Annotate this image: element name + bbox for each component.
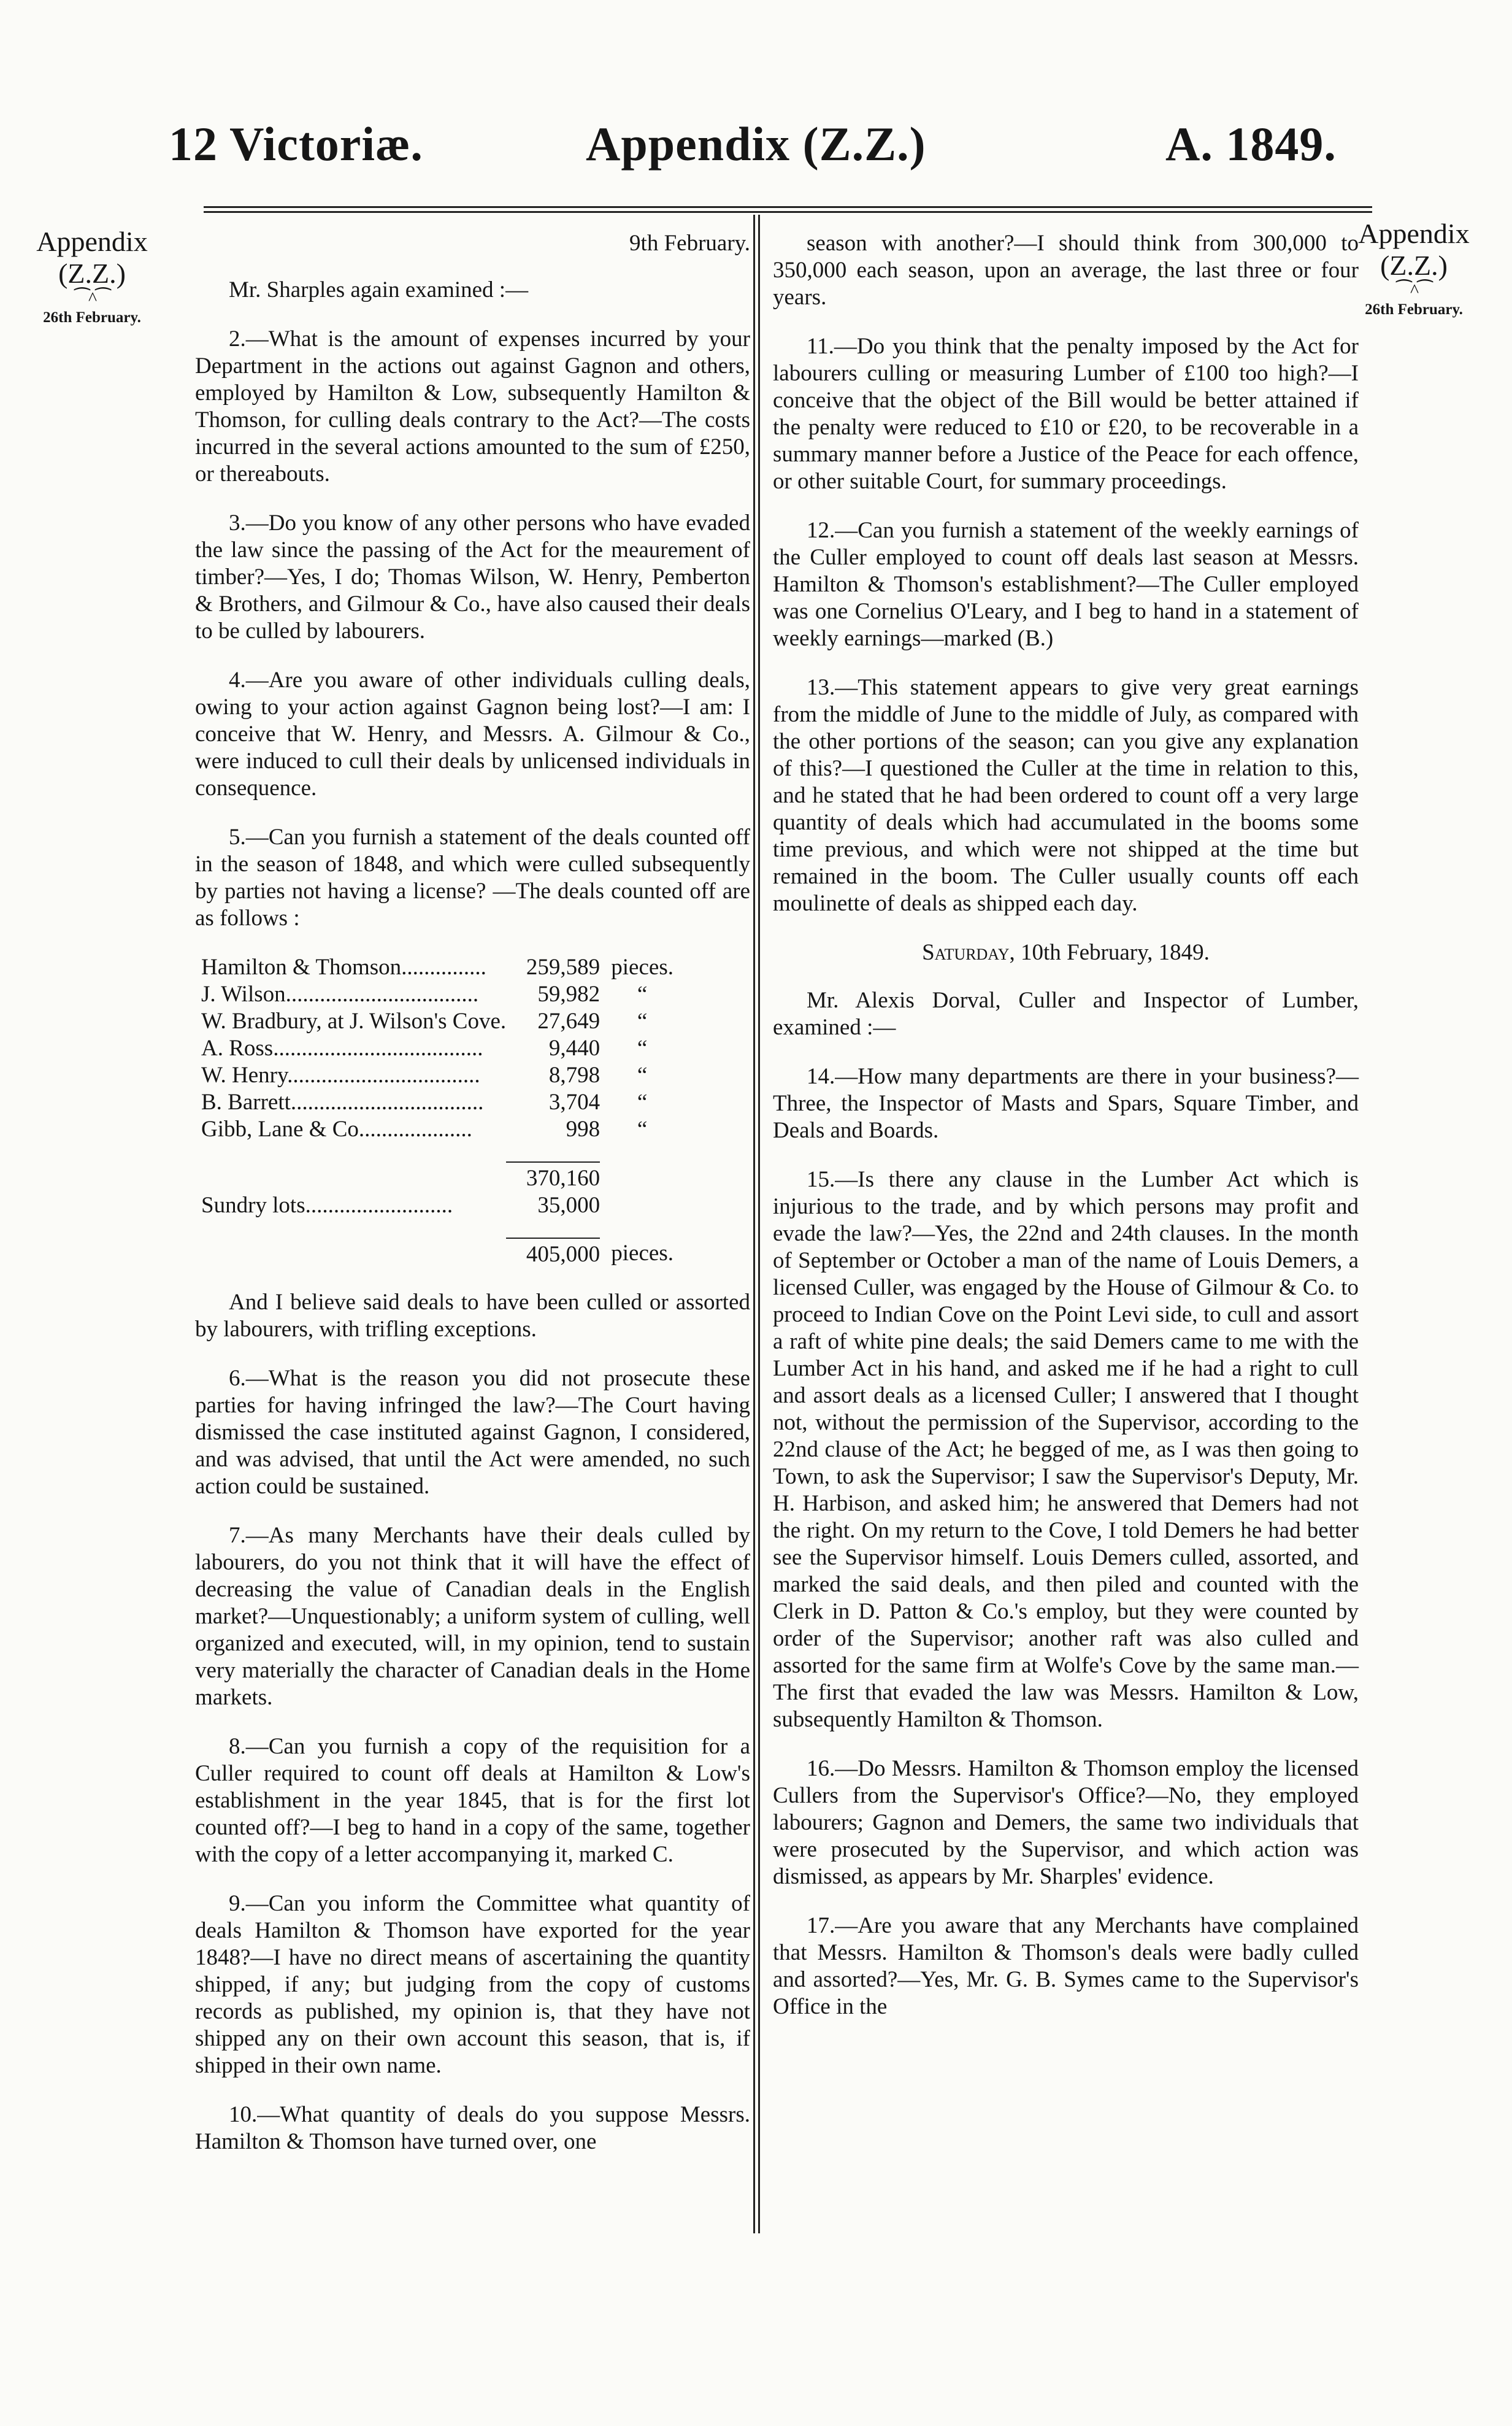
- testimony-paragraph: season with another?—I should think from 300,000 to 350,000 each season, upon an average, the last three or four years.: [773, 231, 1359, 310]
- appendix-title: Appendix (Z.Z.): [586, 117, 926, 171]
- margin-appendix-label: Appendix: [36, 226, 148, 257]
- deals-firm: W. Henry..................................: [201, 1063, 480, 1088]
- margin-date: 26th February.: [1365, 301, 1463, 318]
- deals-qty: 8,798: [548, 1063, 601, 1088]
- left-margin-note: [15, 226, 169, 328]
- deals-unit: “: [637, 1036, 648, 1061]
- margin-appendix-code: (Z.Z.): [1380, 250, 1448, 281]
- deals-total-unit: pieces.: [611, 1240, 673, 1266]
- deals-qty: 27,649: [537, 1009, 601, 1034]
- swash-ornament-icon: ⁀^⁀: [74, 288, 110, 309]
- page-header: [0, 117, 1512, 184]
- deals-qty: 59,982: [537, 982, 601, 1007]
- testimony-paragraph: 9.—Can you inform the Committee what quantity of deals Hamilton & Thomson have exported for the year 1848?—I have no direct means of ascertaining the quantity shipped, if any; but judging from the copy of customs records as published, my opinion is, that they have not shipped any on their own account this season, that is, if shipped in their own name.: [195, 1891, 750, 2078]
- testimony-paragraph: 11.—Do you think that the penalty imposed by the Act for labourers culling or measuring Lumber of £100 too high?—I conceive that the object of the Bill would be better attained if the penalty were reduced to £10 or £20, to be recoverable in a summary manner before a Justice of the Peace for each offence, or other suitable Court, for summary proceedings.: [773, 334, 1359, 494]
- deals-row: [201, 1035, 676, 1062]
- deals-firm: Hamilton & Thomson...............: [201, 955, 486, 980]
- testimony-block: [773, 1063, 1359, 2020]
- deals-unit: “: [637, 1009, 648, 1034]
- margin-appendix-code: (Z.Z.): [58, 258, 126, 289]
- deals-firm: B. Barrett..................................: [201, 1090, 484, 1115]
- deals-row: [201, 954, 676, 981]
- right-column: [773, 230, 1359, 2043]
- witness-line: Mr. Sharples again examined :—: [229, 277, 529, 302]
- deals-qty: 259,589: [526, 955, 601, 980]
- year-title: A. 1849.: [1165, 117, 1337, 171]
- testimony-paragraph: 12.—Can you furnish a statement of the weekly earnings of the Culler employed to count off deals last season at Messrs. Hamilton & Thomson's establishment?—The Culler employed was one Cornelius O'Leary, and I beg to hand in a statement of weekly earnings—marked (B.): [773, 518, 1359, 651]
- testimony-block: [195, 1289, 750, 2155]
- deals-qty: 9,440: [548, 1036, 601, 1061]
- header-rule-bottom: [204, 211, 1372, 213]
- margin-date: 26th February.: [43, 309, 141, 326]
- testimony-paragraph: 4.—Are you aware of other individuals culling deals, owing to your action against Gagnon being lost?—I am: I conceive that W. Henry, and Messrs. A. Gilmour & Co., were induced to cull their deals by unlicensed individuals in consequence.: [195, 668, 750, 801]
- deals-unit: “: [637, 1090, 648, 1115]
- deals-unit: “: [637, 982, 648, 1007]
- testimony-block: [773, 230, 1359, 917]
- column-divider-right: [758, 215, 760, 2233]
- deals-firm: A. Ross.....................................: [201, 1036, 483, 1061]
- testimony-paragraph: 6.—What is the reason you did not prosecute these parties for having infringed the law?—The Court having dismissed the case instituted against Gagnon, I considered, and was advised, that until the Act were amended, no such action could be sustained.: [195, 1366, 750, 1499]
- swash-ornament-icon: ⁀^⁀: [1396, 280, 1432, 301]
- deals-subtotal-row: [201, 1162, 676, 1192]
- testimony-paragraph: 14.—How many departments are there in your business?—Three, the Inspector of Masts and Spars, Square Timber, and Deals and Boards.: [773, 1064, 1359, 1143]
- deals-row: [201, 981, 676, 1008]
- deals-subtotal: 370,160: [506, 1162, 600, 1192]
- sundry-qty: 35,000: [537, 1193, 601, 1218]
- session-date: [773, 939, 1359, 966]
- deals-firm: W. Bradbury, at J. Wilson's Cove.: [201, 1009, 507, 1034]
- witness-line: Mr. Alexis Dorval, Culler and Inspector of Lumber, examined :—: [773, 988, 1359, 1040]
- examination-date: 9th February.: [629, 231, 750, 256]
- testimony-paragraph: 3.—Do you know of any other persons who have evaded the law since the passing of the Act for the meaurement of timber?—Yes, I do; Thomas Wilson, W. Henry, Pemberton & Brothers, and Gilmour & Co., have also caused their deals to be culled by labourers.: [195, 510, 750, 644]
- deals-unit: “: [637, 1063, 648, 1088]
- header-rule-top: [204, 206, 1372, 208]
- deals-table: [201, 954, 676, 1268]
- session-date-rest: 10th February, 1849.: [1020, 940, 1210, 965]
- deals-total-row: [201, 1238, 676, 1268]
- sundry-row: [201, 1192, 676, 1219]
- deals-row: [201, 1062, 676, 1089]
- deals-row: [201, 1089, 676, 1116]
- deals-qty: 998: [566, 1117, 601, 1142]
- testimony-paragraph: 7.—As many Merchants have their deals culled by labourers, do you not think that it will have the effect of decreasing the value of Canadian deals in the English market?—Unquestionably; a uniform system of culling, well organized and executed, will, in my opinion, tend to sustain very materially the character of Canadian deals in the Home markets.: [195, 1523, 750, 1710]
- testimony-paragraph: 17.—Are you aware that any Merchants have complained that Messrs. Hamilton & Thomson's deals were badly culled and assorted?—Yes, Mr. G. B. Symes came to the Supervisor's Office in the: [773, 1913, 1359, 2019]
- testimony-paragraph: 5.—Can you furnish a statement of the deals counted off in the season of 1848, and which were culled subsequently by parties not having a license? —The deals counted off are as follows :: [195, 825, 750, 931]
- testimony-paragraph: 13.—This statement appears to give very great earnings from the middle of June to the middle of July, as compared with the other portions of the season; can you give any explanation of this?—I questioned the Culler at the time in relation to this, and he stated that he had been ordered to count off a very large quantity of deals which had accumulated in the booms some time previous, and which were not shipped at the time but remained in the boom. The Culler usually counts off each moulinette of deals as shipped each day.: [773, 675, 1359, 916]
- deals-firm: Gibb, Lane & Co....................: [201, 1117, 472, 1142]
- testimony-paragraph: 16.—Do Messrs. Hamilton & Thomson employ the licensed Cullers from the Supervisor's Office?—No, they employed labourers; Gagnon and Demers, the same two individuals that were prosecuted by the Supervisor, and which action was dismissed, as appears by Mr. Sharples' evidence.: [773, 1756, 1359, 1889]
- deals-unit: pieces.: [611, 955, 673, 980]
- session-title: 12 Victoriæ.: [169, 117, 423, 171]
- testimony-block: [195, 326, 750, 932]
- deals-total: 405,000: [506, 1238, 600, 1268]
- testimony-paragraph: 2.—What is the amount of expenses incurred by your Department in the actions out against Gagnon and others, employed by Hamilton & Low, subsequently Hamilton & Thomson, for culling deals contrary to the Act?—The costs incurred in the several actions amounted to the sum of £250, or thereabouts.: [195, 326, 750, 487]
- margin-appendix-label: Appendix: [1358, 218, 1470, 249]
- testimony-paragraph: 10.—What quantity of deals do you suppose Messrs. Hamilton & Thomson have turned over, one: [195, 2102, 750, 2154]
- sundry-label: Sundry lots..........................: [201, 1193, 453, 1218]
- testimony-paragraph: And I believe said deals to have been culled or assorted by labourers, with trifling exceptions.: [195, 1290, 750, 1342]
- deals-unit: “: [637, 1117, 648, 1142]
- deals-qty: 3,704: [548, 1090, 601, 1115]
- testimony-paragraph: 8.—Can you furnish a copy of the requisition for a Culler required to count off deals at Hamilton & Low's establishment in the year 1845, that is for the first lot counted off?—I beg to hand in a copy of the same, together with the copy of a letter accompanying it, marked C.: [195, 1734, 750, 1867]
- column-divider-left: [753, 215, 755, 2233]
- deals-firm: J. Wilson..................................: [201, 982, 479, 1007]
- session-day: Saturday,: [922, 940, 1015, 965]
- left-column: [195, 230, 750, 2178]
- testimony-paragraph: 15.—Is there any clause in the Lumber Act which is injurious to the trade, and by which persons may profit and evade the law?—Yes, the 22nd and 24th clauses. In the month of September or October a man of the name of Louis Demers, a licensed Culler, was engaged by the House of Gilmour & Co. to proceed to Indian Cove on the Point Levi side, to cull and assort a raft of white pine deals; the said Demers came to me with the Lumber Act in his hand, and asked me if he had a right to cull and assort deals as a licensed Culler; I answered that I thought not, without the permission of the Supervisor, according to the 22nd clause of the Act; he begged of me, as I was then going to Town, to ask the Supervisor; I saw the Supervisor's Deputy, Mr. H. Harbison, and asked him; he answered that Demers had not the right. On my return to the Cove, I told Demers he had better see the Supervisor himself. Louis Demers culled, assorted, and marked the said deals, and then piled and counted with the Clerk in D. Patton & Co.'s employ, but they were counted by order of the Supervisor; another raft was also culled and assorted for the same firm at Wolfe's Cove by the same man.—The first that evaded the law was Messrs. Hamilton & Low, subsequently Hamilton & Thomson.: [773, 1167, 1359, 1732]
- deals-row: [201, 1008, 676, 1035]
- deals-row: [201, 1116, 676, 1143]
